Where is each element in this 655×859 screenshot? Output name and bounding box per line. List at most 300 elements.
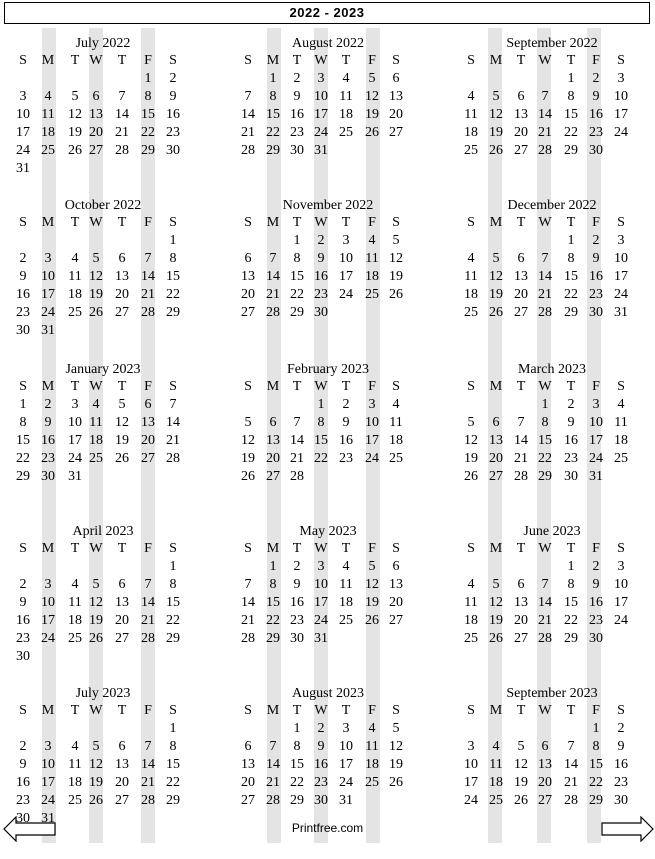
day-cell: 24 xyxy=(41,305,55,320)
day-cell: 2 xyxy=(44,397,52,412)
weekday-header: S xyxy=(467,379,475,394)
day-cell: 4 xyxy=(71,739,79,754)
day-cell: 30 xyxy=(166,143,180,158)
day-cell: 23 xyxy=(41,451,55,466)
weekday-header: F xyxy=(368,703,376,718)
day-cell: 30 xyxy=(314,793,328,808)
month-name: April 2023 xyxy=(72,524,134,539)
day-cell: 3 xyxy=(368,397,376,412)
month-name: August 2022 xyxy=(292,36,364,51)
weekday-header: T xyxy=(70,703,80,718)
day-cell: 9 xyxy=(592,251,600,266)
day-cell: 3 xyxy=(44,739,52,754)
day-cell: 7 xyxy=(567,739,575,754)
weekday-header: S xyxy=(392,541,400,556)
day-cell: 13 xyxy=(538,757,552,772)
weekday-header: T xyxy=(70,215,80,230)
weekday-header: T xyxy=(516,379,526,394)
day-cell: 27 xyxy=(489,469,503,484)
day-cell: 17 xyxy=(614,269,628,284)
day-cell: 4 xyxy=(392,397,400,412)
weekday-header: M xyxy=(41,215,55,230)
weekday-header: S xyxy=(244,215,252,230)
day-cell: 9 xyxy=(317,739,325,754)
weekday-header: S xyxy=(392,703,400,718)
day-cell: 20 xyxy=(489,451,503,466)
day-cell: 9 xyxy=(617,739,625,754)
weekday-header: W xyxy=(538,379,552,394)
day-cell: 3 xyxy=(592,397,600,412)
day-cell: 4 xyxy=(44,89,52,104)
day-cell: 3 xyxy=(467,739,475,754)
day-cell: 1 xyxy=(293,721,301,736)
day-cell: 25 xyxy=(339,125,353,140)
day-cell: 15 xyxy=(166,595,180,610)
day-cell: 4 xyxy=(342,71,350,86)
day-cell: 23 xyxy=(290,125,304,140)
day-cell: 6 xyxy=(118,577,126,592)
day-cell: 11 xyxy=(68,269,82,284)
day-cell: 21 xyxy=(538,125,552,140)
day-cell: 27 xyxy=(514,631,528,646)
day-cell: 13 xyxy=(115,269,129,284)
day-cell: 23 xyxy=(339,451,353,466)
day-cell: 7 xyxy=(144,739,152,754)
month-name: December 2022 xyxy=(507,198,597,213)
day-cell: 14 xyxy=(538,595,552,610)
weekday-header: F xyxy=(144,53,152,68)
day-cell: 9 xyxy=(44,415,52,430)
day-cell: 25 xyxy=(68,305,82,320)
day-cell: 22 xyxy=(314,451,328,466)
day-cell: 15 xyxy=(538,433,552,448)
month-name: September 2023 xyxy=(506,686,598,701)
day-cell: 20 xyxy=(514,613,528,628)
day-cell: 17 xyxy=(41,613,55,628)
day-cell: 27 xyxy=(514,305,528,320)
day-cell: 27 xyxy=(241,793,255,808)
day-cell: 9 xyxy=(19,757,27,772)
day-cell: 11 xyxy=(68,595,82,610)
weekday-header: M xyxy=(266,53,280,68)
day-cell: 27 xyxy=(115,305,129,320)
weekday-header: S xyxy=(19,53,27,68)
day-cell: 11 xyxy=(614,415,628,430)
day-cell: 20 xyxy=(115,287,129,302)
day-cell: 26 xyxy=(514,793,528,808)
day-cell: 1 xyxy=(269,71,277,86)
day-cell: 12 xyxy=(514,757,528,772)
day-cell: 24 xyxy=(41,793,55,808)
day-cell: 13 xyxy=(115,595,129,610)
day-cell: 2 xyxy=(592,233,600,248)
day-cell: 16 xyxy=(589,595,603,610)
day-cell: 22 xyxy=(589,775,603,790)
day-cell: 27 xyxy=(241,305,255,320)
day-cell: 11 xyxy=(365,251,379,266)
day-cell: 19 xyxy=(68,125,82,140)
day-cell: 2 xyxy=(317,721,325,736)
weekday-header: F xyxy=(144,379,152,394)
day-cell: 25 xyxy=(464,305,478,320)
day-cell: 25 xyxy=(365,775,379,790)
day-cell: 13 xyxy=(514,107,528,122)
day-cell: 15 xyxy=(266,595,280,610)
day-cell: 17 xyxy=(41,287,55,302)
day-cell: 11 xyxy=(489,757,503,772)
day-cell: 12 xyxy=(489,269,503,284)
day-cell: 13 xyxy=(514,269,528,284)
day-cell: 8 xyxy=(592,739,600,754)
day-cell: 28 xyxy=(141,305,155,320)
weekday-header: S xyxy=(244,53,252,68)
day-cell: 10 xyxy=(365,415,379,430)
day-cell: 23 xyxy=(166,125,180,140)
day-cell: 20 xyxy=(241,287,255,302)
day-cell: 23 xyxy=(589,613,603,628)
day-cell: 5 xyxy=(492,251,500,266)
day-cell: 30 xyxy=(314,305,328,320)
day-cell: 3 xyxy=(617,71,625,86)
day-cell: 10 xyxy=(614,577,628,592)
day-cell: 17 xyxy=(614,107,628,122)
day-cell: 5 xyxy=(368,559,376,574)
weekday-header: T xyxy=(566,53,576,68)
month-name: August 2023 xyxy=(292,686,364,701)
day-cell: 22 xyxy=(290,287,304,302)
day-cell: 17 xyxy=(16,125,30,140)
day-cell: 12 xyxy=(489,107,503,122)
day-cell: 22 xyxy=(141,125,155,140)
weekday-header: F xyxy=(592,215,600,230)
day-cell: 22 xyxy=(16,451,30,466)
weekday-header: W xyxy=(89,541,103,556)
day-cell: 27 xyxy=(266,469,280,484)
day-cell: 25 xyxy=(68,793,82,808)
weekday-header: W xyxy=(314,541,328,556)
day-cell: 29 xyxy=(141,143,155,158)
day-cell: 5 xyxy=(92,251,100,266)
weekday-header: M xyxy=(41,541,55,556)
weekday-header: T xyxy=(516,53,526,68)
day-cell: 5 xyxy=(517,739,525,754)
day-cell: 23 xyxy=(614,775,628,790)
day-cell: 21 xyxy=(290,451,304,466)
day-cell: 6 xyxy=(392,71,400,86)
weekday-header: M xyxy=(266,703,280,718)
day-cell: 13 xyxy=(115,757,129,772)
day-cell: 15 xyxy=(16,433,30,448)
day-cell: 24 xyxy=(314,613,328,628)
day-cell: 24 xyxy=(614,287,628,302)
day-cell: 28 xyxy=(115,143,129,158)
day-cell: 7 xyxy=(244,89,252,104)
day-cell: 15 xyxy=(564,595,578,610)
day-cell: 19 xyxy=(514,775,528,790)
day-cell: 10 xyxy=(589,415,603,430)
weekday-header: T xyxy=(566,379,576,394)
day-cell: 18 xyxy=(489,775,503,790)
day-cell: 16 xyxy=(290,595,304,610)
weekday-header: F xyxy=(144,541,152,556)
weekday-header: S xyxy=(617,53,625,68)
day-cell: 2 xyxy=(293,71,301,86)
day-cell: 24 xyxy=(41,631,55,646)
weekday-header: T xyxy=(70,53,80,68)
day-cell: 25 xyxy=(89,451,103,466)
day-cell: 17 xyxy=(314,595,328,610)
day-cell: 25 xyxy=(68,631,82,646)
day-cell: 23 xyxy=(16,631,30,646)
weekday-header: W xyxy=(314,703,328,718)
weekday-header: S xyxy=(244,379,252,394)
weekday-header: M xyxy=(41,703,55,718)
weekday-header: W xyxy=(89,379,103,394)
day-cell: 1 xyxy=(541,397,549,412)
day-cell: 16 xyxy=(16,613,30,628)
day-cell: 13 xyxy=(489,433,503,448)
day-cell: 28 xyxy=(241,631,255,646)
day-cell: 6 xyxy=(517,577,525,592)
day-cell: 7 xyxy=(144,577,152,592)
day-cell: 10 xyxy=(16,107,30,122)
month-name: January 2023 xyxy=(65,362,141,377)
day-cell: 28 xyxy=(564,793,578,808)
day-cell: 8 xyxy=(19,415,27,430)
day-cell: 17 xyxy=(68,433,82,448)
day-cell: 30 xyxy=(589,143,603,158)
day-cell: 21 xyxy=(166,433,180,448)
day-cell: 5 xyxy=(467,415,475,430)
weekday-header: T xyxy=(292,703,302,718)
day-cell: 20 xyxy=(389,107,403,122)
day-cell: 12 xyxy=(89,595,103,610)
day-cell: 8 xyxy=(317,415,325,430)
day-cell: 6 xyxy=(392,559,400,574)
day-cell: 13 xyxy=(389,89,403,104)
day-cell: 5 xyxy=(92,739,100,754)
day-cell: 29 xyxy=(166,305,180,320)
left-arrow-icon[interactable] xyxy=(3,816,57,842)
day-cell: 14 xyxy=(141,269,155,284)
day-cell: 26 xyxy=(115,451,129,466)
day-cell: 11 xyxy=(41,107,55,122)
day-cell: 12 xyxy=(68,107,82,122)
day-cell: 9 xyxy=(293,89,301,104)
day-cell: 27 xyxy=(514,143,528,158)
day-cell: 4 xyxy=(71,251,79,266)
day-cell: 11 xyxy=(68,757,82,772)
day-cell: 13 xyxy=(241,757,255,772)
day-cell: 15 xyxy=(290,269,304,284)
day-cell: 20 xyxy=(141,433,155,448)
day-cell: 6 xyxy=(269,415,277,430)
weekday-header: W xyxy=(538,53,552,68)
day-cell: 19 xyxy=(89,775,103,790)
day-cell: 6 xyxy=(92,89,100,104)
day-cell: 8 xyxy=(144,89,152,104)
day-cell: 22 xyxy=(166,775,180,790)
day-cell: 8 xyxy=(293,251,301,266)
weekday-header: S xyxy=(19,379,27,394)
weekday-header: M xyxy=(266,379,280,394)
day-cell: 1 xyxy=(169,233,177,248)
day-cell: 10 xyxy=(339,739,353,754)
day-cell: 23 xyxy=(314,287,328,302)
day-cell: 16 xyxy=(589,107,603,122)
day-cell: 23 xyxy=(16,793,30,808)
day-cell: 29 xyxy=(564,305,578,320)
weekday-header: T xyxy=(341,703,351,718)
day-cell: 26 xyxy=(389,287,403,302)
day-cell: 1 xyxy=(567,71,575,86)
weekday-header: M xyxy=(41,379,55,394)
weekday-header: S xyxy=(169,703,177,718)
day-cell: 18 xyxy=(68,775,82,790)
day-cell: 29 xyxy=(266,143,280,158)
day-cell: 1 xyxy=(144,71,152,86)
day-cell: 9 xyxy=(317,251,325,266)
footer-site-link[interactable]: Printfree.com xyxy=(291,821,364,835)
weekday-header: T xyxy=(117,379,127,394)
day-cell: 8 xyxy=(269,89,277,104)
day-cell: 27 xyxy=(141,451,155,466)
day-cell: 17 xyxy=(365,433,379,448)
day-cell: 26 xyxy=(68,143,82,158)
day-cell: 1 xyxy=(592,721,600,736)
day-cell: 9 xyxy=(19,595,27,610)
weekday-header: M xyxy=(266,541,280,556)
weekday-header: S xyxy=(392,215,400,230)
day-cell: 31 xyxy=(314,143,328,158)
weekday-header: W xyxy=(89,215,103,230)
day-cell: 12 xyxy=(241,433,255,448)
month-name: September 2022 xyxy=(506,36,598,51)
day-cell: 28 xyxy=(241,143,255,158)
day-cell: 7 xyxy=(541,251,549,266)
day-cell: 20 xyxy=(266,451,280,466)
day-cell: 11 xyxy=(464,595,478,610)
day-cell: 31 xyxy=(339,793,353,808)
weekday-header: S xyxy=(169,215,177,230)
day-cell: 28 xyxy=(538,631,552,646)
day-cell: 14 xyxy=(141,757,155,772)
weekday-header: S xyxy=(617,215,625,230)
day-cell: 2 xyxy=(293,559,301,574)
weekday-header: M xyxy=(489,53,503,68)
weekday-header: W xyxy=(89,703,103,718)
day-cell: 27 xyxy=(389,613,403,628)
weekday-header: F xyxy=(592,703,600,718)
day-cell: 22 xyxy=(538,451,552,466)
day-cell: 21 xyxy=(141,775,155,790)
day-cell: 28 xyxy=(266,793,280,808)
day-cell: 2 xyxy=(342,397,350,412)
day-cell: 17 xyxy=(464,775,478,790)
day-cell: 2 xyxy=(617,721,625,736)
day-cell: 18 xyxy=(339,595,353,610)
day-cell: 21 xyxy=(564,775,578,790)
day-cell: 5 xyxy=(492,89,500,104)
day-cell: 29 xyxy=(266,631,280,646)
day-cell: 14 xyxy=(266,757,280,772)
day-cell: 29 xyxy=(166,631,180,646)
day-cell: 3 xyxy=(317,559,325,574)
day-cell: 28 xyxy=(141,793,155,808)
day-cell: 29 xyxy=(16,469,30,484)
day-cell: 10 xyxy=(614,89,628,104)
day-cell: 11 xyxy=(339,577,353,592)
weekday-header: T xyxy=(117,541,127,556)
right-arrow-icon[interactable] xyxy=(600,816,654,842)
day-cell: 11 xyxy=(464,269,478,284)
day-cell: 8 xyxy=(293,739,301,754)
day-cell: 4 xyxy=(617,397,625,412)
weekday-header: T xyxy=(292,379,302,394)
day-cell: 16 xyxy=(16,287,30,302)
day-cell: 24 xyxy=(16,143,30,158)
weekday-header: W xyxy=(314,215,328,230)
day-cell: 12 xyxy=(489,595,503,610)
day-cell: 18 xyxy=(464,613,478,628)
day-cell: 6 xyxy=(244,739,252,754)
day-cell: 21 xyxy=(115,125,129,140)
day-cell: 7 xyxy=(144,251,152,266)
day-cell: 10 xyxy=(68,415,82,430)
day-cell: 12 xyxy=(389,251,403,266)
day-cell: 1 xyxy=(567,233,575,248)
day-cell: 15 xyxy=(564,269,578,284)
weekday-header: S xyxy=(617,541,625,556)
day-cell: 17 xyxy=(41,775,55,790)
day-cell: 10 xyxy=(614,251,628,266)
day-cell: 27 xyxy=(115,793,129,808)
day-cell: 4 xyxy=(467,577,475,592)
day-cell: 1 xyxy=(269,559,277,574)
day-cell: 14 xyxy=(290,433,304,448)
weekday-header: T xyxy=(566,541,576,556)
weekday-header: S xyxy=(244,541,252,556)
day-cell: 21 xyxy=(141,613,155,628)
weekday-header: T xyxy=(516,703,526,718)
day-cell: 22 xyxy=(266,125,280,140)
day-cell: 28 xyxy=(266,305,280,320)
day-cell: 12 xyxy=(464,433,478,448)
day-cell: 29 xyxy=(538,469,552,484)
day-cell: 31 xyxy=(68,469,82,484)
weekday-header: S xyxy=(617,379,625,394)
day-cell: 6 xyxy=(517,89,525,104)
weekday-header: F xyxy=(144,215,152,230)
day-cell: 4 xyxy=(368,233,376,248)
day-cell: 9 xyxy=(342,415,350,430)
day-cell: 26 xyxy=(489,143,503,158)
day-cell: 22 xyxy=(564,125,578,140)
day-cell: 17 xyxy=(589,433,603,448)
weekday-header-row xyxy=(0,52,655,70)
day-cell: 29 xyxy=(589,793,603,808)
day-cell: 30 xyxy=(564,469,578,484)
day-cell: 10 xyxy=(41,757,55,772)
day-cell: 21 xyxy=(514,451,528,466)
weekday-header: S xyxy=(467,541,475,556)
day-cell: 31 xyxy=(16,161,30,176)
day-cell: 25 xyxy=(389,451,403,466)
day-cell: 3 xyxy=(317,71,325,86)
day-cell: 30 xyxy=(16,649,30,664)
day-cell: 23 xyxy=(589,287,603,302)
weekday-header: S xyxy=(244,703,252,718)
